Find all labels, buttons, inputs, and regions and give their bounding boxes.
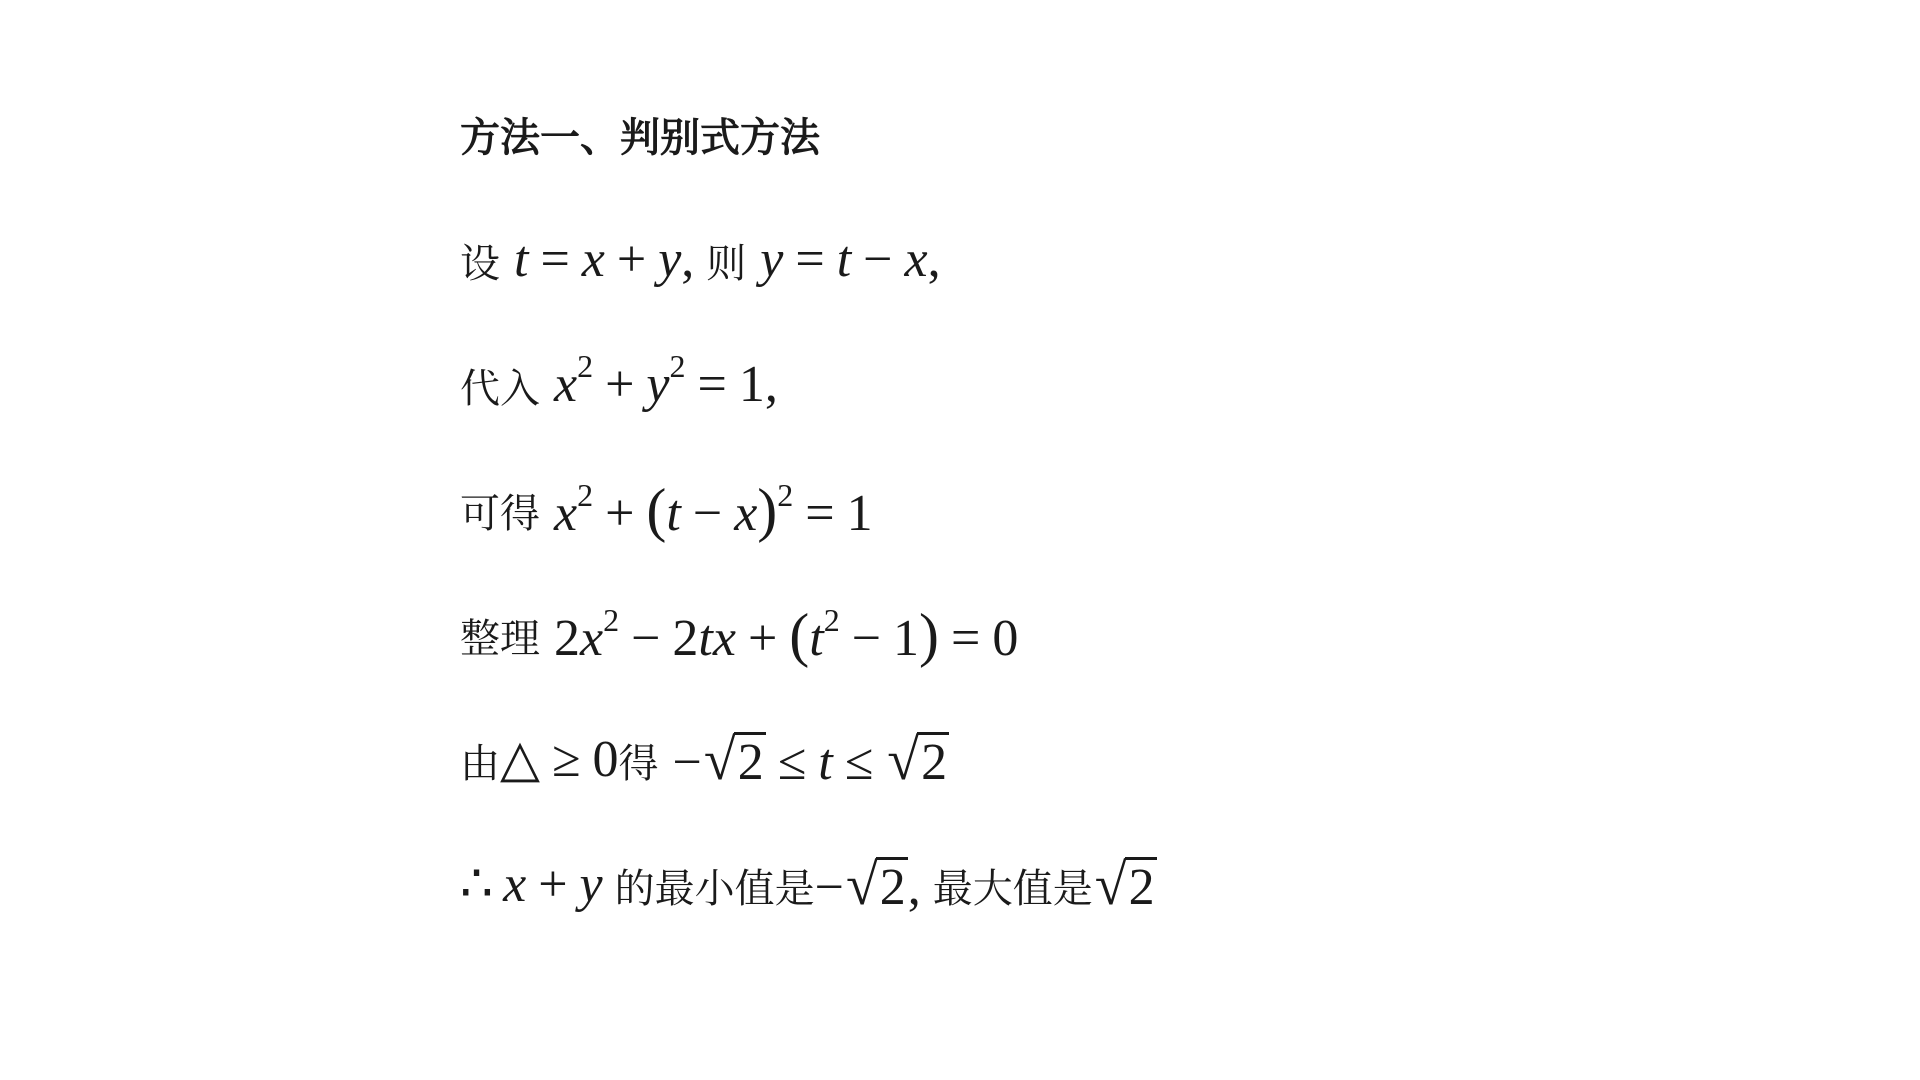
math-y-equals-t-minus-x: y = t − x, <box>760 231 941 288</box>
text-dairu: 代入 <box>460 365 540 412</box>
math-substituted-equation: $x^2 + (t - x)^2 = 1$ <box>554 477 873 543</box>
text-max-value: 最大值是 <box>932 865 1093 912</box>
text-de: 得 <box>618 740 659 787</box>
equation-line-3 <box>460 470 873 550</box>
equation-line-1 <box>460 220 941 300</box>
text-kede: 可得 <box>460 490 540 537</box>
equation-line-6 <box>460 845 1157 925</box>
math-unit-circle: $x^2 + y^2 = 1$, <box>554 348 778 413</box>
equation-line-2 <box>460 345 778 425</box>
math-discriminant-condition: △ ≥ 0 <box>500 731 619 788</box>
sqrt-2: √ 2 <box>703 727 764 792</box>
math-therefore-x-plus-y: ∴ x + y <box>460 856 603 913</box>
equation-line-4 <box>460 595 1018 675</box>
equation-line-5 <box>460 720 949 800</box>
sqrt-2: √ 2 <box>1094 852 1155 917</box>
math-min-value: − √ 2 , <box>814 852 921 917</box>
text-ze: 则 <box>706 240 747 287</box>
text-she: 设 <box>460 240 500 287</box>
sqrt-2: √ 2 <box>887 727 948 792</box>
math-t-equals-x-plus-y: t = x + y, <box>514 231 695 288</box>
text-you: 由 <box>460 740 500 787</box>
sqrt-2: √ 2 <box>845 852 906 917</box>
math-quadratic-equation: $2x^2 - 2tx + (t^2 - 1) = 0$ <box>554 602 1019 668</box>
section-heading: 方法一、判别式方法 <box>460 115 820 161</box>
text-zhengli: 整理 <box>460 615 540 662</box>
math-max-value <box>1093 852 1157 917</box>
text-min-value: 的最小值是 <box>614 865 815 912</box>
math-t-range: − √ 2 ≤ t ≤ √ 2 <box>672 727 948 792</box>
